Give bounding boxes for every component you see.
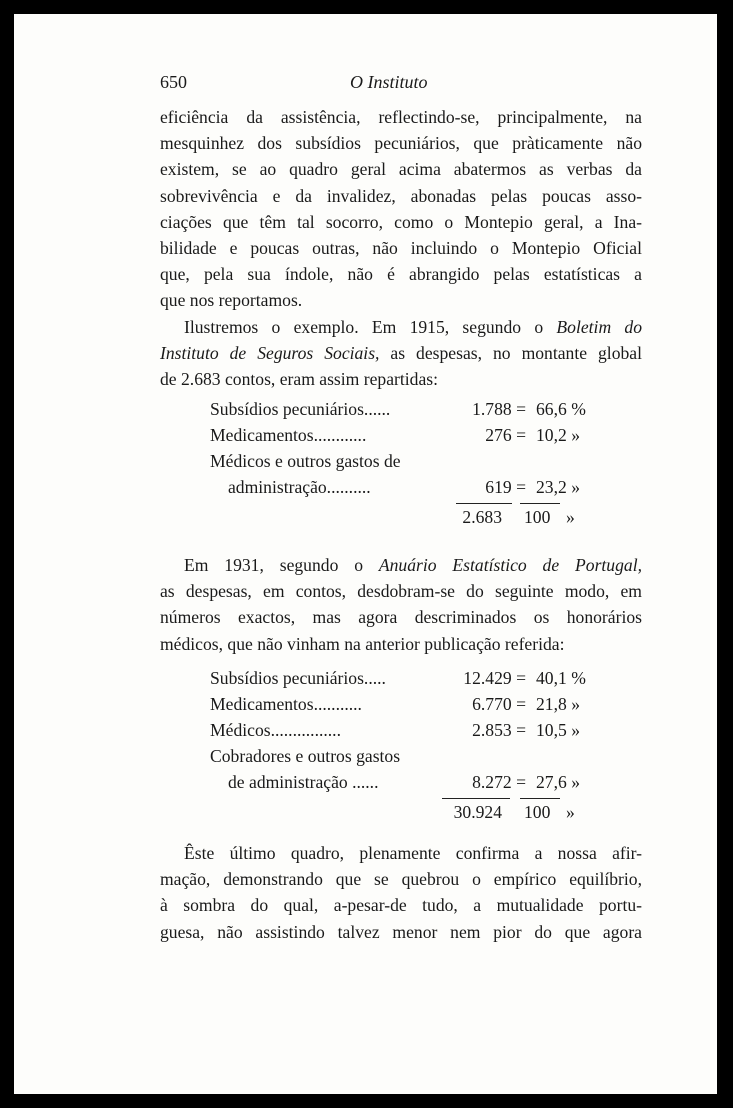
- row-label: Subsídios pecuniários.....: [210, 668, 386, 688]
- row-value: 8.272 =: [472, 772, 526, 792]
- text-line: [160, 314, 642, 340]
- paragraph-1: [160, 104, 642, 314]
- total-rule: [456, 503, 512, 504]
- italic-title: Anuário Estatístico de Portugal,: [378, 555, 642, 575]
- text-line: [160, 552, 642, 578]
- text-line: à sombra do qual, a-pesar-de tudo, a mutualidade portu-: [160, 895, 642, 916]
- expense-table-1931: [210, 668, 620, 830]
- book-page: [14, 14, 717, 1094]
- row-percent: 21,8 »: [536, 694, 580, 714]
- text-line: ciações que têm tal socorro, como o Montepio geral, a Ina-: [160, 211, 642, 232]
- page-number: 650: [160, 72, 187, 92]
- text-line: bilidade e poucas outras, não incluindo o Montepio Oficial: [160, 238, 642, 259]
- text-line: que nos reportamos.: [160, 290, 303, 311]
- text-line: as despesas, em contos, desdobram-se do seguinte modo, em: [160, 581, 642, 602]
- text-line: médicos, que não vinham na anterior publicação referida:: [160, 633, 565, 654]
- row-percent: 10,2 »: [536, 425, 580, 445]
- text-run: Em 1931, segundo o: [184, 555, 379, 575]
- total-percent: 100: [524, 507, 551, 527]
- row-value: 6.770 =: [472, 694, 526, 714]
- row-label: Cobradores e outros gastos: [210, 746, 401, 766]
- paragraph-2: [160, 314, 642, 393]
- row-label: de administração ......: [228, 772, 379, 792]
- text-line: sobrevivência e da invalidez, abonadas pelas poucas asso-: [160, 185, 642, 206]
- total-rule: [442, 798, 510, 799]
- text-line: Êste último quadro, plenamente confirma a nossa afir-: [184, 843, 642, 863]
- text-line: eficiência da assistência, reflectindo-se, principalmente, na: [160, 107, 642, 127]
- text-line: mação, demonstrando que se quebrou o empírico equilíbrio,: [160, 869, 642, 890]
- row-value: 2.853 =: [472, 720, 526, 740]
- paragraph-3: [160, 552, 642, 657]
- text-line: [160, 340, 642, 366]
- row-value: 276 =: [485, 425, 526, 445]
- italic-title: Boletim do: [556, 317, 643, 337]
- row-percent: 40,1 %: [536, 668, 586, 688]
- text-line: números exactos, mas agora descriminados os honorários: [160, 607, 642, 628]
- total-rule: [520, 503, 560, 504]
- text-run: Ilustremos o exemplo. Em 1915, segundo o: [184, 317, 557, 337]
- row-percent: 23,2 »: [536, 477, 580, 497]
- text-line: guesa, não assistindo talvez menor nem pior do que agora: [160, 921, 642, 942]
- row-percent: 10,5 »: [536, 720, 580, 740]
- row-percent: 66,6 %: [536, 399, 586, 419]
- ditto-mark: »: [566, 507, 575, 527]
- row-label: Medicamentos............: [210, 425, 367, 445]
- row-value: 12.429 =: [463, 668, 526, 688]
- row-label: Médicos e outros gastos de: [210, 451, 401, 471]
- row-percent: 27,6 »: [536, 772, 580, 792]
- row-value: 1.788 =: [472, 399, 526, 419]
- row-label: administração..........: [228, 477, 371, 497]
- row-value: 619 =: [485, 477, 526, 497]
- text-line: de 2.683 contos, eram assim repartidas:: [160, 369, 439, 390]
- row-label: Subsídios pecuniários......: [210, 399, 391, 419]
- row-label: Medicamentos...........: [210, 694, 362, 714]
- expense-table-1915: [210, 399, 610, 534]
- total-percent: 100: [524, 802, 551, 822]
- row-label: Médicos................: [210, 720, 341, 740]
- total-value: 30.924: [453, 802, 502, 822]
- text-line: existem, se ao quadro geral acima abatermos as verbas da: [160, 159, 642, 180]
- text-line: mesquinhez dos subsídios pecuniários, que pràticamente não: [160, 133, 642, 154]
- text-line: que, pela sua índole, não é abrangido pelas estatísticas a: [160, 264, 642, 285]
- italic-title: Instituto de Seguros Sociais,: [160, 343, 380, 364]
- total-value: 2.683: [462, 507, 502, 527]
- text-run: as despesas, no montante global: [379, 343, 642, 364]
- total-rule: [520, 798, 560, 799]
- paragraph-4: [160, 840, 642, 945]
- running-title: O Instituto: [350, 72, 428, 92]
- ditto-mark: »: [566, 802, 575, 822]
